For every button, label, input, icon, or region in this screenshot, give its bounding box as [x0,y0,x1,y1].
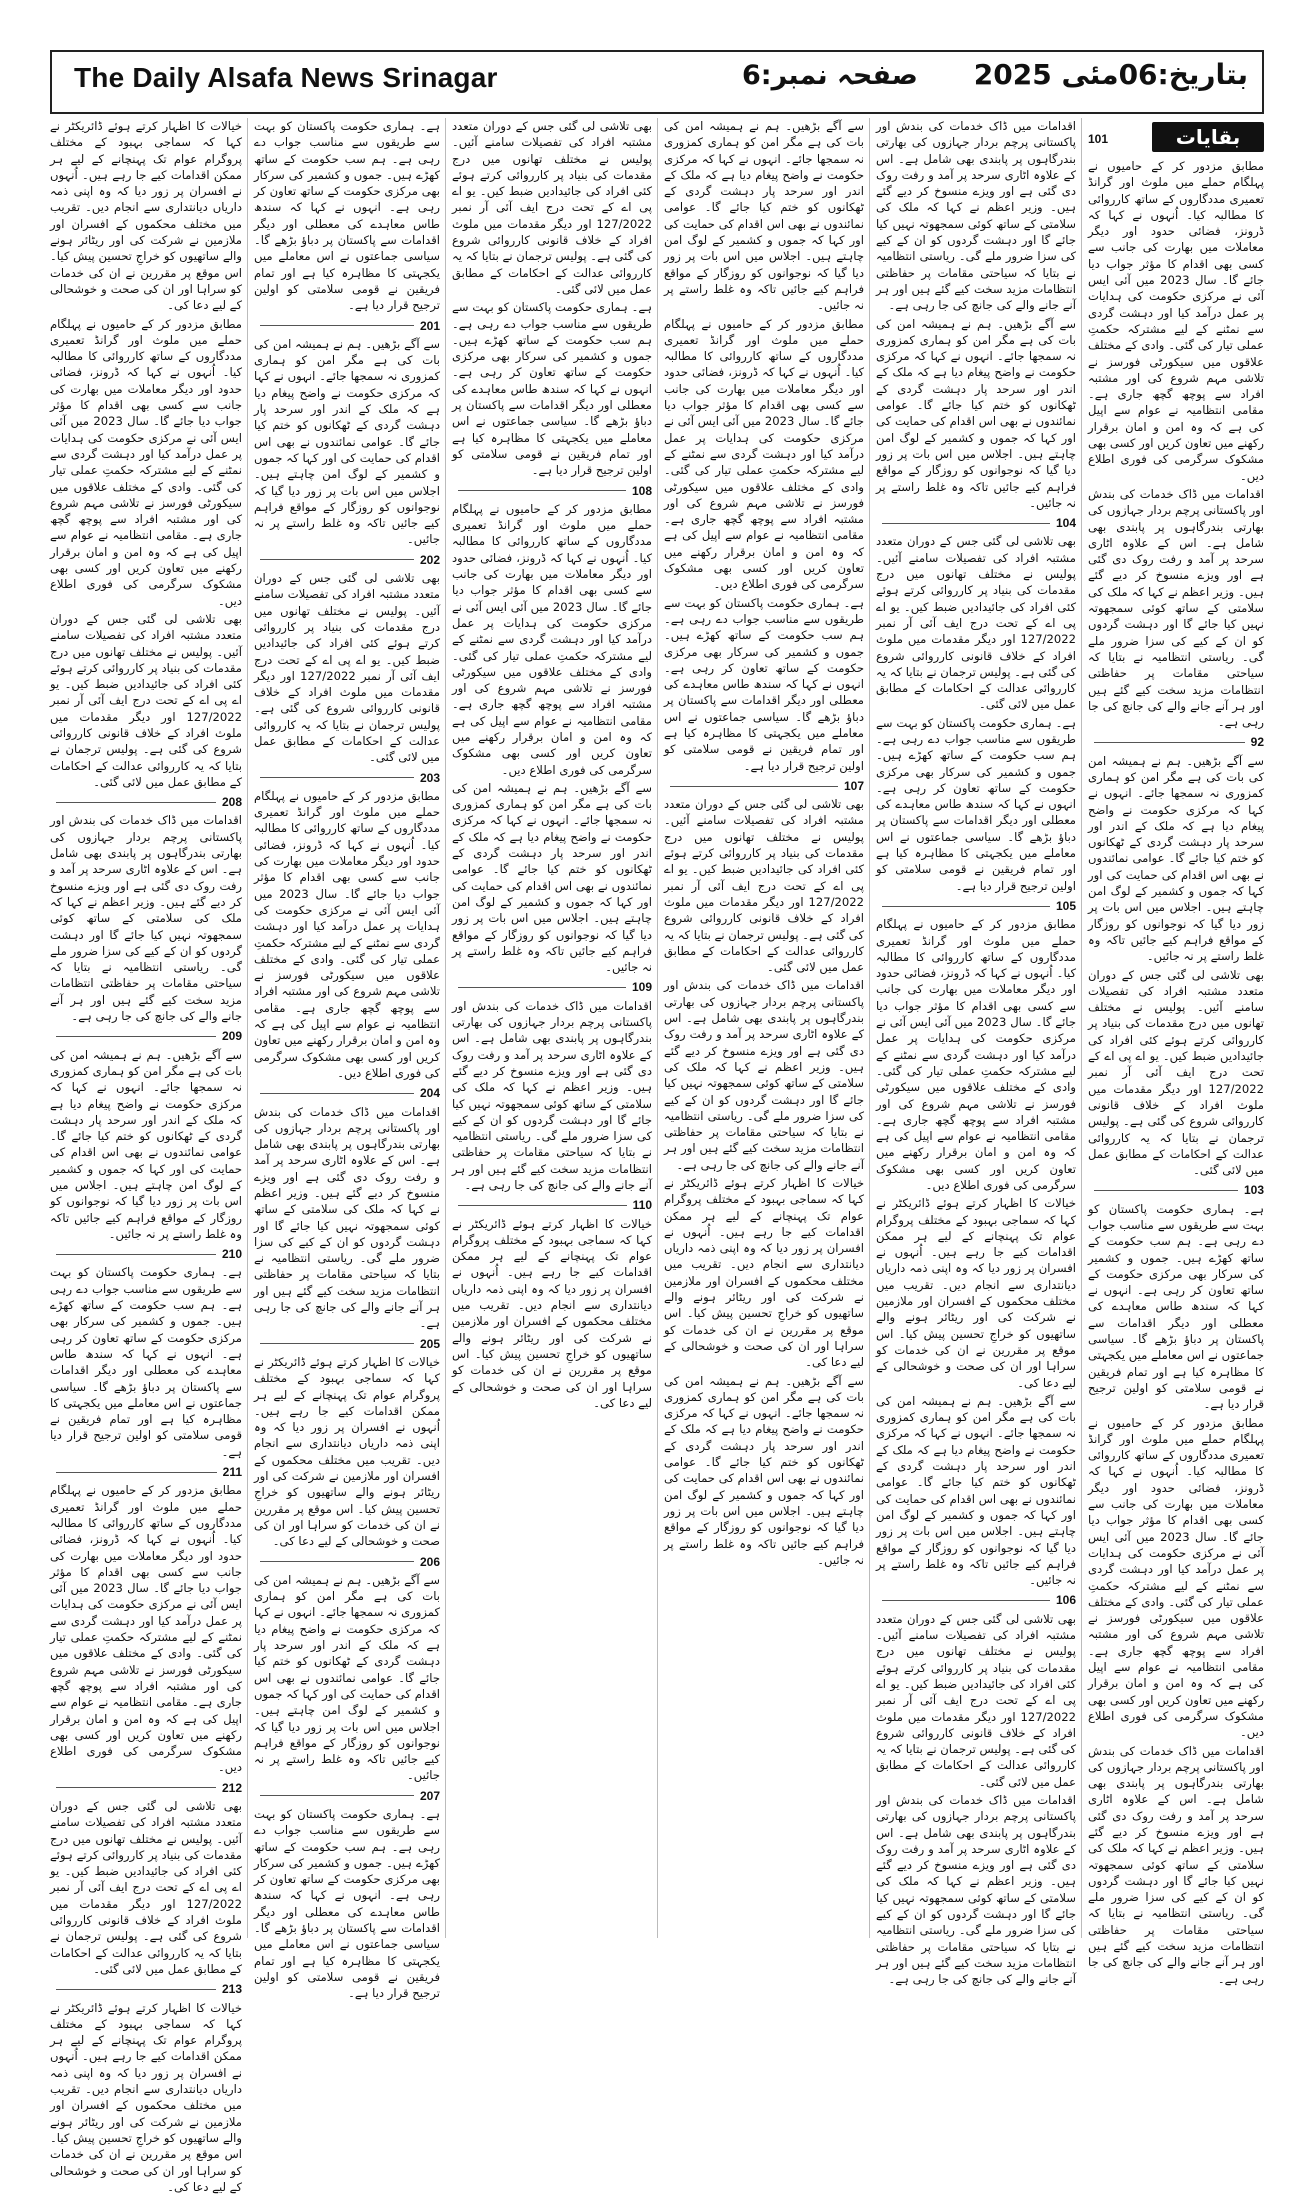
column-5 [254,118,440,2001]
article-text: ہے۔ ہماری حکومت پاکستان کو بہت سے طریقوں سے مناسب جواب دے رہی ہے۔ ہم سب حکومت کے ساتھ کھڑے ہیں۔ جموں و کشمیر کی سرکار بھی مرکزی حکومت کے ساتھ تعاون کر رہی ہے۔ انہوں نے کہا کہ سندھ طاس معاہدے کی معطلی اور دیگر اقدامات سے پاکستان پر دباؤ بڑھے گا۔ سیاسی جماعتوں نے اس معاملے میں یکجہتی کا مظاہرہ کیا ہے اور تمام فریقین نے قومی سلامتی کو اولین ترجیح قرار دیا ہے۔ [50,1265,242,1459]
article-marker: 204 [419,1086,440,1101]
article-text: مطابق مزدور کر کے حامیوں نے پہلگام حملے میں ملوث اور گرانڈ تعمیری مددگاروں کے ساتھ کارروائی کا مطالبہ کیا۔ اُنہوں نے کہا کہ ڈرونز، فضائی حدود اور دیگر معاملات میں بھارت کی جانب سے کسی بھی اقدام کا مؤثر جواب دیا جائے گا۔ سال 2023 میں آئی ایس آئی نے مرکزی حکومت کی ہدایات پر عمل درآمد کیا اور دہشت گردی سے نمٹنے کے لیے مشترکہ حکمتِ عملی تیار کی گئی۔ وادی کے مختلف علاقوں میں سیکورٹی فورسز نے تلاشی مہم شروع کی اور مشتبہ افراد سے پوچھ گچھ جاری ہے۔ مقامی انتظامیہ نے عوام سے اپیل کی ہے کہ وہ امن و امان برقرار رکھنے میں تعاون کریں اور کسی بھی مشکوک سرگرمی کی فوری اطلاع دیں۔ [254,788,440,1080]
article-columns [50,118,1264,2194]
article-marker-row [254,770,440,786]
article-text: مطابق مزدور کر کے حامیوں نے پہلگام حملے میں ملوث اور گرانڈ تعمیری مددگاروں کے ساتھ کارروائی کا مطالبہ کیا۔ اُنہوں نے کہا کہ ڈرونز، فضائی حدود اور دیگر معاملات میں بھارت کی جانب سے کسی بھی اقدام کا مؤثر جواب دیا جائے گا۔ سال 2023 میں آئی ایس آئی نے مرکزی حکومت کی ہدایات پر عمل درآمد کیا اور دہشت گردی سے نمٹنے کے لیے مشترکہ حکمتِ عملی تیار کی گئی۔ وادی کے مختلف علاقوں میں سیکورٹی فورسز نے تلاشی مہم شروع کی اور مشتبہ افراد سے پوچھ گچھ جاری ہے۔ مقامی انتظامیہ نے عوام سے اپیل کی ہے کہ وہ امن و امان برقرار رکھنے میں تعاون کریں اور کسی بھی مشکوک سرگرمی کی فوری اطلاع دیں۔ [50,316,242,608]
article-marker-row [254,1085,440,1101]
article-marker: 209 [221,1029,242,1044]
article-marker-row [50,1780,242,1796]
section-heading: بقایات [1152,122,1264,152]
article-marker: 109 [631,980,652,995]
article-text: اقدامات میں ڈاک خدمات کی بندش اور پاکستانی پرچم بردار جہازوں کی بھارتی بندرگاہوں پر پابندی بھی شامل ہے۔ اس کے علاوہ اٹاری سرحد پر آمد و رفت روک دی گئی ہے اور ویزے منسوخ کر دیے گئے ہیں۔ وزیر اعظم نے کہا کہ ملک کی سلامتی کے ساتھ کوئی سمجھوتہ نہیں کیا جائے گا اور دہشت گردوں کو ان کے کیے کی سزا ضرور ملے گی۔ ریاستی انتظامیہ نے بتایا کہ سیاحتی مقامات پر حفاظتی انتظامات مزید سخت کیے گئے ہیں اور ہر آنے جانے والے کی جانچ کی جا رہی ہے۔ [664,978,864,1172]
article-text: مطابق مزدور کر کے حامیوں نے پہلگام حملے میں ملوث اور گرانڈ تعمیری مددگاروں کے ساتھ کارروائی کا مطالبہ کیا۔ اُنہوں نے کہا کہ ڈرونز، فضائی حدود اور دیگر معاملات میں بھارت کی جانب سے کسی بھی اقدام کا مؤثر جواب دیا جائے گا۔ سال 2023 میں آئی ایس آئی نے مرکزی حکومت کی ہدایات پر عمل درآمد کیا اور دہشت گردی سے نمٹنے کے لیے مشترکہ حکمتِ عملی تیار کی گئی۔ وادی کے مختلف علاقوں میں سیکورٹی فورسز نے تلاشی مہم شروع کی اور مشتبہ افراد سے پوچھ گچھ جاری ہے۔ مقامی انتظامیہ نے عوام سے اپیل کی ہے کہ وہ امن و امان برقرار رکھنے میں تعاون کریں اور کسی بھی مشکوک سرگرمی کی فوری اطلاع دیں۔ [876,917,1076,1192]
article-text: سے آگے بڑھیں۔ ہم نے ہمیشہ امن کی بات کی ہے مگر امن کو ہماری کمزوری نہ سمجھا جائے۔ انہوں نے کہا کہ مرکزی حکومت نے واضح پیغام دیا ہے کہ ملک کے اندر اور سرحد پار دہشت گردی کے ٹھکانوں کو ختم کیا جائے گا۔ عوامی نمائندوں نے بھی اس اقدام کی حمایت کی اور کہا کہ جموں و کشمیر کے لوگ امن چاہتے ہیں۔ اجلاس میں اس بات پر زور دیا گیا کہ نوجوانوں کو روزگار کے مواقع فراہم کیے جائیں تاکہ وہ غلط راستے پر نہ جائیں۔ [1088,753,1264,964]
article-text: بھی تلاشی لی گئی جس کے دوران متعدد مشتبہ افراد کی تفصیلات سامنے آئیں۔ پولیس نے مختلف تھانوں میں درج مقدمات کی بنیاد پر کارروائی کرتے ہوئے کئی افراد کی جائیدادیں ضبط کیں۔ یو اے پی اے کے تحت درج ایف آئی آر نمبر 127/2022 اور دیگر مقدمات میں ملوث افراد کے خلاف قانونی کارروائی شروع کی گئی ہے۔ پولیس ترجمان نے بتایا کہ یہ کارروائی عدالت کے احکامات کے مطابق عمل میں لائی گئی۔ [50,1798,242,1976]
column-3 [664,118,864,1938]
article-text: بھی تلاشی لی گئی جس کے دوران متعدد مشتبہ افراد کی تفصیلات سامنے آئیں۔ پولیس نے مختلف تھانوں میں درج مقدمات کی بنیاد پر کارروائی کرتے ہوئے کئی افراد کی جائیدادیں ضبط کیں۔ یو اے پی اے کے تحت درج ایف آئی آر نمبر 127/2022 اور دیگر مقدمات میں ملوث افراد کے خلاف قانونی کارروائی شروع کی گئی ہے۔ پولیس ترجمان نے بتایا کہ یہ کارروائی عدالت کے احکامات کے مطابق عمل میں لائی گئی۔ [50,611,242,789]
article-text: ہے۔ ہماری حکومت پاکستان کو بہت سے طریقوں سے مناسب جواب دے رہی ہے۔ ہم سب حکومت کے ساتھ کھڑے ہیں۔ جموں و کشمیر کی سرکار بھی مرکزی حکومت کے ساتھ تعاون کر رہی ہے۔ انہوں نے کہا کہ سندھ طاس معاہدے کی معطلی اور دیگر اقدامات سے پاکستان پر دباؤ بڑھے گا۔ سیاسی جماعتوں نے اس معاملے میں یکجہتی کا مظاہرہ کیا ہے اور تمام فریقین نے قومی سلامتی کو اولین ترجیح قرار دیا ہے۔ [254,119,440,313]
article-marker-row [50,1246,242,1262]
article-text: اقدامات میں ڈاک خدمات کی بندش اور پاکستانی پرچم بردار جہازوں کی بھارتی بندرگاہوں پر پابندی بھی شامل ہے۔ اس کے علاوہ اٹاری سرحد پر آمد و رفت روک دی گئی ہے اور ویزے منسوخ کر دیے گئے ہیں۔ وزیر اعظم نے کہا کہ ملک کی سلامتی کے ساتھ کوئی سمجھوتہ نہیں کیا جائے گا اور دہشت گردوں کو ان کے کیے کی سزا ضرور ملے گی۔ ریاستی انتظامیہ نے بتایا کہ سیاحتی مقامات پر حفاظتی انتظامات مزید سخت کیے گئے ہیں اور ہر آنے جانے والے کی جانچ کی جا رہی ہے۔ [50,813,242,1024]
article-marker: 106 [1055,1593,1076,1608]
article-marker-row [50,1464,242,1480]
article-marker: 205 [419,1336,440,1351]
article-marker-row [452,979,652,995]
article-text: اقدامات میں ڈاک خدمات کی بندش اور پاکستانی پرچم بردار جہازوں کی بھارتی بندرگاہوں پر پابندی بھی شامل ہے۔ اس کے علاوہ اٹاری سرحد پر آمد و رفت روک دی گئی ہے اور ویزے منسوخ کر دیے گئے ہیں۔ وزیر اعظم نے کہا کہ ملک کی سلامتی کے ساتھ کوئی سمجھوتہ نہیں کیا جائے گا اور دہشت گردوں کو ان کے کیے کی سزا ضرور ملے گی۔ ریاستی انتظامیہ نے بتایا کہ سیاحتی مقامات پر حفاظتی انتظامات مزید سخت کیے گئے ہیں اور ہر آنے جانے والے کی جانچ کی جا رہی ہے۔ [876,119,1076,313]
article-text: بھی تلاشی لی گئی جس کے دوران متعدد مشتبہ افراد کی تفصیلات سامنے آئیں۔ پولیس نے مختلف تھانوں میں درج مقدمات کی بنیاد پر کارروائی کرتے ہوئے کئی افراد کی جائیدادیں ضبط کیں۔ یو اے پی اے کے تحت درج ایف آئی آر نمبر 127/2022 اور دیگر مقدمات میں ملوث افراد کے خلاف قانونی کارروائی شروع کی گئی ہے۔ پولیس ترجمان نے بتایا کہ یہ کارروائی عدالت کے احکامات کے مطابق عمل میں لائی گئی۔ [876,534,1076,712]
masthead [50,50,1264,114]
article-marker: 105 [1055,898,1076,913]
article-text: ہے۔ ہماری حکومت پاکستان کو بہت سے طریقوں سے مناسب جواب دے رہی ہے۔ ہم سب حکومت کے ساتھ کھڑے ہیں۔ جموں و کشمیر کی سرکار بھی مرکزی حکومت کے ساتھ تعاون کر رہی ہے۔ انہوں نے کہا کہ سندھ طاس معاہدے کی معطلی اور دیگر اقدامات سے پاکستان پر دباؤ بڑھے گا۔ سیاسی جماعتوں نے اس معاملے میں یکجہتی کا مظاہرہ کیا ہے اور تمام فریقین نے قومی سلامتی کو اولین ترجیح قرار دیا ہے۔ [1088,1201,1264,1412]
article-text: مطابق مزدور کر کے حامیوں نے پہلگام حملے میں ملوث اور گرانڈ تعمیری مددگاروں کے ساتھ کارروائی کا مطالبہ کیا۔ اُنہوں نے کہا کہ ڈرونز، فضائی حدود اور دیگر معاملات میں بھارت کی جانب سے کسی بھی اقدام کا مؤثر جواب دیا جائے گا۔ سال 2023 میں آئی ایس آئی نے مرکزی حکومت کی ہدایات پر عمل درآمد کیا اور دہشت گردی سے نمٹنے کے لیے مشترکہ حکمتِ عملی تیار کی گئی۔ وادی کے مختلف علاقوں میں سیکورٹی فورسز نے تلاشی مہم شروع کی اور مشتبہ افراد سے پوچھ گچھ جاری ہے۔ مقامی انتظامیہ نے عوام سے اپیل کی ہے کہ وہ امن و امان برقرار رکھنے میں تعاون کریں اور کسی بھی مشکوک سرگرمی کی فوری اطلاع دیں۔ [1087,159,1264,483]
article-marker: 103 [1243,1183,1264,1198]
article-marker: 104 [1055,516,1076,531]
article-text: خیالات کا اظہار کرتے ہوئے ڈائریکٹر نے کہا کہ سماجی بہبود کے مختلف پروگرام عوام تک پہنچانے کے لیے ہر ممکن اقدامات کیے جا رہے ہیں۔ اُنہوں نے افسران پر زور دیا کہ وہ اپنی ذمہ داریاں دیانتداری سے انجام دیں۔ تقریب میں مختلف محکموں کے افسران اور ملازمین نے شرکت کی اور ریٹائر ہونے والے ساتھیوں کو خراجِ تحسین پیش کیا۔ اس موقع پر مقررین نے ان کی خدمات کو سراہا اور ان کی صحت و خوشحالی کے لیے دعا کی۔ [452,1216,652,1410]
date-label: بتاریخ:06مئی 2025 [973,58,1248,91]
article-text: اقدامات میں ڈاک خدمات کی بندش اور پاکستانی پرچم بردار جہازوں کی بھارتی بندرگاہوں پر پابندی بھی شامل ہے۔ اس کے علاوہ اٹاری سرحد پر آمد و رفت روک دی گئی ہے اور ویزے منسوخ کر دیے گئے ہیں۔ وزیر اعظم نے کہا کہ ملک کی سلامتی کے ساتھ کوئی سمجھوتہ نہیں کیا جائے گا اور دہشت گردوں کو ان کے کیے کی سزا ضرور ملے گی۔ ریاستی انتظامیہ نے بتایا کہ سیاحتی مقامات پر حفاظتی انتظامات مزید سخت کیے گئے ہیں اور ہر آنے جانے والے کی جانچ کی جا رہی ہے۔ [1088,486,1264,730]
article-marker-row [50,1981,242,1997]
page-number-label: صفحہ نمبر:6 [742,60,918,91]
article-marker: 203 [419,770,440,785]
article-text: سے آگے بڑھیں۔ ہم نے ہمیشہ امن کی بات کی ہے مگر امن کو ہماری کمزوری نہ سمجھا جائے۔ انہوں نے کہا کہ مرکزی حکومت نے واضح پیغام دیا ہے کہ ملک کے اندر اور سرحد پار دہشت گردی کے ٹھکانوں کو ختم کیا جائے گا۔ عوامی نمائندوں نے بھی اس اقدام کی حمایت کی اور کہا کہ جموں و کشمیر کے لوگ امن چاہتے ہیں۔ اجلاس میں اس بات پر زور دیا گیا کہ نوجوانوں کو روزگار کے مواقع فراہم کیے جائیں تاکہ وہ غلط راستے پر نہ جائیں۔ [664,1373,864,1567]
newspaper-title: The Daily Alsafa News Srinagar [74,62,498,93]
column-2 [876,118,1076,1987]
article-text: مطابق مزدور کر کے حامیوں نے پہلگام حملے میں ملوث اور گرانڈ تعمیری مددگاروں کے ساتھ کارروائی کا مطالبہ کیا۔ اُنہوں نے کہا کہ ڈرونز، فضائی حدود اور دیگر معاملات میں بھارت کی جانب سے کسی بھی اقدام کا مؤثر جواب دیا جائے گا۔ سال 2023 میں آئی ایس آئی نے مرکزی حکومت کی ہدایات پر عمل درآمد کیا اور دہشت گردی سے نمٹنے کے لیے مشترکہ حکمتِ عملی تیار کی گئی۔ وادی کے مختلف علاقوں میں سیکورٹی فورسز نے تلاشی مہم شروع کی اور مشتبہ افراد سے پوچھ گچھ جاری ہے۔ مقامی انتظامیہ نے عوام سے اپیل کی ہے کہ وہ امن و امان برقرار رکھنے میں تعاون کریں اور کسی بھی مشکوک سرگرمی کی فوری اطلاع دیں۔ [50,1483,242,1775]
section-header-row [1088,122,1264,156]
article-marker: 92 [1250,735,1264,750]
article-text: سے آگے بڑھیں۔ ہم نے ہمیشہ امن کی بات کی ہے مگر امن کو ہماری کمزوری نہ سمجھا جائے۔ انہوں نے کہا کہ مرکزی حکومت نے واضح پیغام دیا ہے کہ ملک کے اندر اور سرحد پار دہشت گردی کے ٹھکانوں کو ختم کیا جائے گا۔ عوامی نمائندوں نے بھی اس اقدام کی حمایت کی اور کہا کہ جموں و کشمیر کے لوگ امن چاہتے ہیں۔ اجلاس میں اس بات پر زور دیا گیا کہ نوجوانوں کو روزگار کے مواقع فراہم کیے جائیں تاکہ وہ غلط راستے پر نہ جائیں۔ [876,1393,1076,1588]
column-1 [1087,118,1264,1986]
article-marker-row [1088,734,1264,750]
article-text: خیالات کا اظہار کرتے ہوئے ڈائریکٹر نے کہا کہ سماجی بہبود کے مختلف پروگرام عوام تک پہنچانے کے لیے ہر ممکن اقدامات کیے جا رہے ہیں۔ اُنہوں نے افسران پر زور دیا کہ وہ اپنی ذمہ داریاں دیانتداری سے انجام دیں۔ تقریب میں مختلف محکموں کے افسران اور ملازمین نے شرکت کی اور ریٹائر ہونے والے ساتھیوں کو خراجِ تحسین پیش کیا۔ اس موقع پر مقررین نے ان کی خدمات کو سراہا اور ان کی صحت و خوشحالی کے لیے دعا کی۔ [50,2000,242,2194]
article-marker: 208 [221,795,242,810]
article-marker: 107 [843,778,864,793]
article-text: سے آگے بڑھیں۔ ہم نے ہمیشہ امن کی بات کی ہے مگر امن کو ہماری کمزوری نہ سمجھا جائے۔ انہوں نے کہا کہ مرکزی حکومت نے واضح پیغام دیا ہے کہ ملک کے اندر اور سرحد پار دہشت گردی کے ٹھکانوں کو ختم کیا جائے گا۔ عوامی نمائندوں نے بھی اس اقدام کی حمایت کی اور کہا کہ جموں و کشمیر کے لوگ امن چاہتے ہیں۔ اجلاس میں اس بات پر زور دیا گیا کہ نوجوانوں کو روزگار کے مواقع فراہم کیے جائیں تاکہ وہ غلط راستے پر نہ جائیں۔ [254,336,440,547]
article-marker-row [1088,1182,1264,1198]
article-marker: 101 [1088,131,1109,146]
article-marker-row [452,483,652,499]
article-text: سے آگے بڑھیں۔ ہم نے ہمیشہ امن کی بات کی ہے مگر امن کو ہماری کمزوری نہ سمجھا جائے۔ انہوں نے کہا کہ مرکزی حکومت نے واضح پیغام دیا ہے کہ ملک کے اندر اور سرحد پار دہشت گردی کے ٹھکانوں کو ختم کیا جائے گا۔ عوامی نمائندوں نے بھی اس اقدام کی حمایت کی اور کہا کہ جموں و کشمیر کے لوگ امن چاہتے ہیں۔ اجلاس میں اس بات پر زور دیا گیا کہ نوجوانوں کو روزگار کے مواقع فراہم کیے جائیں تاکہ وہ غلط راستے پر نہ جائیں۔ [254,1572,440,1783]
article-text: خیالات کا اظہار کرتے ہوئے ڈائریکٹر نے کہا کہ سماجی بہبود کے مختلف پروگرام عوام تک پہنچانے کے لیے ہر ممکن اقدامات کیے جا رہے ہیں۔ اُنہوں نے افسران پر زور دیا کہ وہ اپنی ذمہ داریاں دیانتداری سے انجام دیں۔ تقریب میں مختلف محکموں کے افسران اور ملازمین نے شرکت کی اور ریٹائر ہونے والے ساتھیوں کو خراجِ تحسین پیش کیا۔ اس موقع پر مقررین نے ان کی خدمات کو سراہا اور ان کی صحت و خوشحالی کے لیے دعا کی۔ [876,1196,1076,1390]
article-text: ہے۔ ہماری حکومت پاکستان کو بہت سے طریقوں سے مناسب جواب دے رہی ہے۔ ہم سب حکومت کے ساتھ کھڑے ہیں۔ جموں و کشمیر کی سرکار بھی مرکزی حکومت کے ساتھ تعاون کر رہی ہے۔ انہوں نے کہا کہ سندھ طاس معاہدے کی معطلی اور دیگر اقدامات سے پاکستان پر دباؤ بڑھے گا۔ سیاسی جماعتوں نے اس معاملے میں یکجہتی کا مظاہرہ کیا ہے اور تمام فریقین نے قومی سلامتی کو اولین ترجیح قرار دیا ہے۔ [664,595,864,773]
article-text: بھی تلاشی لی گئی جس کے دوران متعدد مشتبہ افراد کی تفصیلات سامنے آئیں۔ پولیس نے مختلف تھانوں میں درج مقدمات کی بنیاد پر کارروائی کرتے ہوئے کئی افراد کی جائیدادیں ضبط کیں۔ یو اے پی اے کے تحت درج ایف آئی آر نمبر 127/2022 اور دیگر مقدمات میں ملوث افراد کے خلاف قانونی کارروائی شروع کی گئی ہے۔ پولیس ترجمان نے بتایا کہ یہ کارروائی عدالت کے احکامات کے مطابق عمل میں لائی گئی۔ [254,571,440,765]
article-text: مطابق مزدور کر کے حامیوں نے پہلگام حملے میں ملوث اور گرانڈ تعمیری مددگاروں کے ساتھ کارروائی کا مطالبہ کیا۔ اُنہوں نے کہا کہ ڈرونز، فضائی حدود اور دیگر معاملات میں بھارت کی جانب سے کسی بھی اقدام کا مؤثر جواب دیا جائے گا۔ سال 2023 میں آئی ایس آئی نے مرکزی حکومت کی ہدایات پر عمل درآمد کیا اور دہشت گردی سے نمٹنے کے لیے مشترکہ حکمتِ عملی تیار کی گئی۔ وادی کے مختلف علاقوں میں سیکورٹی فورسز نے تلاشی مہم شروع کی اور مشتبہ افراد سے پوچھ گچھ جاری ہے۔ مقامی انتظامیہ نے عوام سے اپیل کی ہے کہ وہ امن و امان برقرار رکھنے میں تعاون کریں اور کسی بھی مشکوک سرگرمی کی فوری اطلاع دیں۔ [664,316,864,592]
article-text: ہے۔ ہماری حکومت پاکستان کو بہت سے طریقوں سے مناسب جواب دے رہی ہے۔ ہم سب حکومت کے ساتھ کھڑے ہیں۔ جموں و کشمیر کی سرکار بھی مرکزی حکومت کے ساتھ تعاون کر رہی ہے۔ انہوں نے کہا کہ سندھ طاس معاہدے کی معطلی اور دیگر اقدامات سے پاکستان پر دباؤ بڑھے گا۔ سیاسی جماعتوں نے اس معاملے میں یکجہتی کا مظاہرہ کیا ہے اور تمام فریقین نے قومی سلامتی کو اولین ترجیح قرار دیا ہے۔ [254,1806,440,2001]
article-text: اقدامات میں ڈاک خدمات کی بندش اور پاکستانی پرچم بردار جہازوں کی بھارتی بندرگاہوں پر پابندی بھی شامل ہے۔ اس کے علاوہ اٹاری سرحد پر آمد و رفت روک دی گئی ہے اور ویزے منسوخ کر دیے گئے ہیں۔ وزیر اعظم نے کہا کہ ملک کی سلامتی کے ساتھ کوئی سمجھوتہ نہیں کیا جائے گا اور دہشت گردوں کو ان کے کیے کی سزا ضرور ملے گی۔ ریاستی انتظامیہ نے بتایا کہ سیاحتی مقامات پر حفاظتی انتظامات مزید سخت کیے گئے ہیں اور ہر آنے جانے والے کی جانچ کی جا رہی ہے۔ [452,998,652,1192]
article-text: بھی تلاشی لی گئی جس کے دوران متعدد مشتبہ افراد کی تفصیلات سامنے آئیں۔ پولیس نے مختلف تھانوں میں درج مقدمات کی بنیاد پر کارروائی کرتے ہوئے کئی افراد کی جائیدادیں ضبط کیں۔ یو اے پی اے کے تحت درج ایف آئی آر نمبر 127/2022 اور دیگر مقدمات میں ملوث افراد کے خلاف قانونی کارروائی شروع کی گئی ہے۔ پولیس ترجمان نے بتایا کہ یہ کارروائی عدالت کے احکامات کے مطابق عمل میں لائی گئی۔ [1088,967,1264,1178]
article-marker: 212 [221,1780,242,1795]
article-marker-row [254,1336,440,1352]
article-marker: 201 [419,318,440,333]
article-marker-row [254,552,440,568]
article-text: خیالات کا اظہار کرتے ہوئے ڈائریکٹر نے کہا کہ سماجی بہبود کے مختلف پروگرام عوام تک پہنچانے کے لیے ہر ممکن اقدامات کیے جا رہے ہیں۔ اُنہوں نے افسران پر زور دیا کہ وہ اپنی ذمہ داریاں دیانتداری سے انجام دیں۔ تقریب میں مختلف محکموں کے افسران اور ملازمین نے شرکت کی اور ریٹائر ہونے والے ساتھیوں کو خراجِ تحسین پیش کیا۔ اس موقع پر مقررین نے ان کی خدمات کو سراہا اور ان کی صحت و خوشحالی کے لیے دعا کی۔ [664,1176,864,1370]
article-text: سے آگے بڑھیں۔ ہم نے ہمیشہ امن کی بات کی ہے مگر امن کو ہماری کمزوری نہ سمجھا جائے۔ انہوں نے کہا کہ مرکزی حکومت نے واضح پیغام دیا ہے کہ ملک کے اندر اور سرحد پار دہشت گردی کے ٹھکانوں کو ختم کیا جائے گا۔ عوامی نمائندوں نے بھی اس اقدام کی حمایت کی اور کہا کہ جموں و کشمیر کے لوگ امن چاہتے ہیں۔ اجلاس میں اس بات پر زور دیا گیا کہ نوجوانوں کو روزگار کے مواقع فراہم کیے جائیں تاکہ وہ غلط راستے پر نہ جائیں۔ [876,316,1076,510]
article-marker: 108 [631,483,652,498]
article-marker: 202 [419,552,440,567]
article-marker-row [50,1028,242,1044]
column-4 [452,118,652,1938]
article-marker: 207 [419,1788,440,1803]
article-marker-row [50,794,242,810]
article-marker: 211 [222,1465,242,1480]
article-marker-row [876,898,1076,914]
article-marker-row [254,318,440,334]
article-marker-row [254,1554,440,1570]
article-text: سے آگے بڑھیں۔ ہم نے ہمیشہ امن کی بات کی ہے مگر امن کو ہماری کمزوری نہ سمجھا جائے۔ انہوں نے کہا کہ مرکزی حکومت نے واضح پیغام دیا ہے کہ ملک کے اندر اور سرحد پار دہشت گردی کے ٹھکانوں کو ختم کیا جائے گا۔ عوامی نمائندوں نے بھی اس اقدام کی حمایت کی اور کہا کہ جموں و کشمیر کے لوگ امن چاہتے ہیں۔ اجلاس میں اس بات پر زور دیا گیا کہ نوجوانوں کو روزگار کے مواقع فراہم کیے جائیں تاکہ وہ غلط راستے پر نہ جائیں۔ [664,119,864,313]
column-6 [50,118,242,2194]
article-text: سے آگے بڑھیں۔ ہم نے ہمیشہ امن کی بات کی ہے مگر امن کو ہماری کمزوری نہ سمجھا جائے۔ انہوں نے کہا کہ مرکزی حکومت نے واضح پیغام دیا ہے کہ ملک کے اندر اور سرحد پار دہشت گردی کے ٹھکانوں کو ختم کیا جائے گا۔ عوامی نمائندوں نے بھی اس اقدام کی حمایت کی اور کہا کہ جموں و کشمیر کے لوگ امن چاہتے ہیں۔ اجلاس میں اس بات پر زور دیا گیا کہ نوجوانوں کو روزگار کے مواقع فراہم کیے جائیں تاکہ وہ غلط راستے پر نہ جائیں۔ [452,780,652,975]
article-text: مطابق مزدور کر کے حامیوں نے پہلگام حملے میں ملوث اور گرانڈ تعمیری مددگاروں کے ساتھ کارروائی کا مطالبہ کیا۔ اُنہوں نے کہا کہ ڈرونز، فضائی حدود اور دیگر معاملات میں بھارت کی جانب سے کسی بھی اقدام کا مؤثر جواب دیا جائے گا۔ سال 2023 میں آئی ایس آئی نے مرکزی حکومت کی ہدایات پر عمل درآمد کیا اور دہشت گردی سے نمٹنے کے لیے مشترکہ حکمتِ عملی تیار کی گئی۔ وادی کے مختلف علاقوں میں سیکورٹی فورسز نے تلاشی مہم شروع کی اور مشتبہ افراد سے پوچھ گچھ جاری ہے۔ مقامی انتظامیہ نے عوام سے اپیل کی ہے کہ وہ امن و امان برقرار رکھنے میں تعاون کریں اور کسی بھی مشکوک سرگرمی کی فوری اطلاع دیں۔ [1087,1415,1264,1740]
article-text: ہے۔ ہماری حکومت پاکستان کو بہت سے طریقوں سے مناسب جواب دے رہی ہے۔ ہم سب حکومت کے ساتھ کھڑے ہیں۔ جموں و کشمیر کی سرکار بھی مرکزی حکومت کے ساتھ تعاون کر رہی ہے۔ انہوں نے کہا کہ سندھ طاس معاہدے کی معطلی اور دیگر اقدامات سے پاکستان پر دباؤ بڑھے گا۔ سیاسی جماعتوں نے اس معاملے میں یکجہتی کا مظاہرہ کیا ہے اور تمام فریقین نے قومی سلامتی کو اولین ترجیح قرار دیا ہے۔ [876,715,1076,893]
article-text: اقدامات میں ڈاک خدمات کی بندش اور پاکستانی پرچم بردار جہازوں کی بھارتی بندرگاہوں پر پابندی بھی شامل ہے۔ اس کے علاوہ اٹاری سرحد پر آمد و رفت روک دی گئی ہے اور ویزے منسوخ کر دیے گئے ہیں۔ وزیر اعظم نے کہا کہ ملک کی سلامتی کے ساتھ کوئی سمجھوتہ نہیں کیا جائے گا اور دہشت گردوں کو ان کے کیے کی سزا ضرور ملے گی۔ ریاستی انتظامیہ نے بتایا کہ سیاحتی مقامات پر حفاظتی انتظامات مزید سخت کیے گئے ہیں اور ہر آنے جانے والے کی جانچ کی جا رہی ہے۔ [254,1104,440,1331]
article-marker-row [254,1788,440,1804]
article-text: خیالات کا اظہار کرتے ہوئے ڈائریکٹر نے کہا کہ سماجی بہبود کے مختلف پروگرام عوام تک پہنچانے کے لیے ہر ممکن اقدامات کیے جا رہے ہیں۔ اُنہوں نے افسران پر زور دیا کہ وہ اپنی ذمہ داریاں دیانتداری سے انجام دیں۔ تقریب میں مختلف محکموں کے افسران اور ملازمین نے شرکت کی اور ریٹائر ہونے والے ساتھیوں کو خراجِ تحسین پیش کیا۔ اس موقع پر مقررین نے ان کی خدمات کو سراہا اور ان کی صحت و خوشحالی کے لیے دعا کی۔ [254,1354,440,1549]
article-marker: 213 [221,1982,242,1997]
article-text: بھی تلاشی لی گئی جس کے دوران متعدد مشتبہ افراد کی تفصیلات سامنے آئیں۔ پولیس نے مختلف تھانوں میں درج مقدمات کی بنیاد پر کارروائی کرتے ہوئے کئی افراد کی جائیدادیں ضبط کیں۔ یو اے پی اے کے تحت درج ایف آئی آر نمبر 127/2022 اور دیگر مقدمات میں ملوث افراد کے خلاف قانونی کارروائی شروع کی گئی ہے۔ پولیس ترجمان نے بتایا کہ یہ کارروائی عدالت کے احکامات کے مطابق عمل میں لائی گئی۔ [876,1611,1076,1789]
article-marker: 110 [632,1198,652,1213]
article-text: بھی تلاشی لی گئی جس کے دوران متعدد مشتبہ افراد کی تفصیلات سامنے آئیں۔ پولیس نے مختلف تھانوں میں درج مقدمات کی بنیاد پر کارروائی کرتے ہوئے کئی افراد کی جائیدادیں ضبط کیں۔ یو اے پی اے کے تحت درج ایف آئی آر نمبر 127/2022 اور دیگر مقدمات میں ملوث افراد کے خلاف قانونی کارروائی شروع کی گئی ہے۔ پولیس ترجمان نے بتایا کہ یہ کارروائی عدالت کے احکامات کے مطابق عمل میں لائی گئی۔ [664,797,864,975]
article-marker-row [452,1197,652,1213]
article-text: اقدامات میں ڈاک خدمات کی بندش اور پاکستانی پرچم بردار جہازوں کی بھارتی بندرگاہوں پر پابندی بھی شامل ہے۔ اس کے علاوہ اٹاری سرحد پر آمد و رفت روک دی گئی ہے اور ویزے منسوخ کر دیے گئے ہیں۔ وزیر اعظم نے کہا کہ ملک کی سلامتی کے ساتھ کوئی سمجھوتہ نہیں کیا جائے گا اور دہشت گردوں کو ان کے کیے کی سزا ضرور ملے گی۔ ریاستی انتظامیہ نے بتایا کہ سیاحتی مقامات پر حفاظتی انتظامات مزید سخت کیے گئے ہیں اور ہر آنے جانے والے کی جانچ کی جا رہی ہے۔ [1088,1743,1264,1986]
article-text: اقدامات میں ڈاک خدمات کی بندش اور پاکستانی پرچم بردار جہازوں کی بھارتی بندرگاہوں پر پابندی بھی شامل ہے۔ اس کے علاوہ اٹاری سرحد پر آمد و رفت روک دی گئی ہے اور ویزے منسوخ کر دیے گئے ہیں۔ وزیر اعظم نے کہا کہ ملک کی سلامتی کے ساتھ کوئی سمجھوتہ نہیں کیا جائے گا اور دہشت گردوں کو ان کے کیے کی سزا ضرور ملے گی۔ ریاستی انتظامیہ نے بتایا کہ سیاحتی مقامات پر حفاظتی انتظامات مزید سخت کیے گئے ہیں اور ہر آنے جانے والے کی جانچ کی جا رہی ہے۔ [876,1792,1076,1987]
article-text: ہے۔ ہماری حکومت پاکستان کو بہت سے طریقوں سے مناسب جواب دے رہی ہے۔ ہم سب حکومت کے ساتھ کھڑے ہیں۔ جموں و کشمیر کی سرکار بھی مرکزی حکومت کے ساتھ تعاون کر رہی ہے۔ انہوں نے کہا کہ سندھ طاس معاہدے کی معطلی اور دیگر اقدامات سے پاکستان پر دباؤ بڑھے گا۔ سیاسی جماعتوں نے اس معاملے میں یکجہتی کا مظاہرہ کیا ہے اور تمام فریقین نے قومی سلامتی کو اولین ترجیح قرار دیا ہے۔ [452,300,652,478]
article-text: مطابق مزدور کر کے حامیوں نے پہلگام حملے میں ملوث اور گرانڈ تعمیری مددگاروں کے ساتھ کارروائی کا مطالبہ کیا۔ اُنہوں نے کہا کہ ڈرونز، فضائی حدود اور دیگر معاملات میں بھارت کی جانب سے کسی بھی اقدام کا مؤثر جواب دیا جائے گا۔ سال 2023 میں آئی ایس آئی نے مرکزی حکومت کی ہدایات پر عمل درآمد کیا اور دہشت گردی سے نمٹنے کے لیے مشترکہ حکمتِ عملی تیار کی گئی۔ وادی کے مختلف علاقوں میں سیکورٹی فورسز نے تلاشی مہم شروع کی اور مشتبہ افراد سے پوچھ گچھ جاری ہے۔ مقامی انتظامیہ نے عوام سے اپیل کی ہے کہ وہ امن و امان برقرار رکھنے میں تعاون کریں اور کسی بھی مشکوک سرگرمی کی فوری اطلاع دیں۔ [452,501,652,777]
article-marker: 206 [419,1554,440,1569]
article-text: بھی تلاشی لی گئی جس کے دوران متعدد مشتبہ افراد کی تفصیلات سامنے آئیں۔ پولیس نے مختلف تھانوں میں درج مقدمات کی بنیاد پر کارروائی کرتے ہوئے کئی افراد کی جائیدادیں ضبط کیں۔ یو اے پی اے کے تحت درج ایف آئی آر نمبر 127/2022 اور دیگر مقدمات میں ملوث افراد کے خلاف قانونی کارروائی شروع کی گئی ہے۔ پولیس ترجمان نے بتایا کہ یہ کارروائی عدالت کے احکامات کے مطابق عمل میں لائی گئی۔ [452,119,652,296]
article-marker: 210 [221,1247,242,1262]
article-marker-row [664,778,864,794]
article-marker-row [876,1592,1076,1608]
article-marker-row [876,515,1076,531]
article-text: خیالات کا اظہار کرتے ہوئے ڈائریکٹر نے کہا کہ سماجی بہبود کے مختلف پروگرام عوام تک پہنچانے کے لیے ہر ممکن اقدامات کیے جا رہے ہیں۔ اُنہوں نے افسران پر زور دیا کہ وہ اپنی ذمہ داریاں دیانتداری سے انجام دیں۔ تقریب میں مختلف محکموں کے افسران اور ملازمین نے شرکت کی اور ریٹائر ہونے والے ساتھیوں کو خراجِ تحسین پیش کیا۔ اس موقع پر مقررین نے ان کی خدمات کو سراہا اور ان کی صحت و خوشحالی کے لیے دعا کی۔ [50,119,242,313]
article-text: سے آگے بڑھیں۔ ہم نے ہمیشہ امن کی بات کی ہے مگر امن کو ہماری کمزوری نہ سمجھا جائے۔ انہوں نے کہا کہ مرکزی حکومت نے واضح پیغام دیا ہے کہ ملک کے اندر اور سرحد پار دہشت گردی کے ٹھکانوں کو ختم کیا جائے گا۔ عوامی نمائندوں نے بھی اس اقدام کی حمایت کی اور کہا کہ جموں و کشمیر کے لوگ امن چاہتے ہیں۔ اجلاس میں اس بات پر زور دیا گیا کہ نوجوانوں کو روزگار کے مواقع فراہم کیے جائیں تاکہ وہ غلط راستے پر نہ جائیں۔ [50,1047,242,1241]
